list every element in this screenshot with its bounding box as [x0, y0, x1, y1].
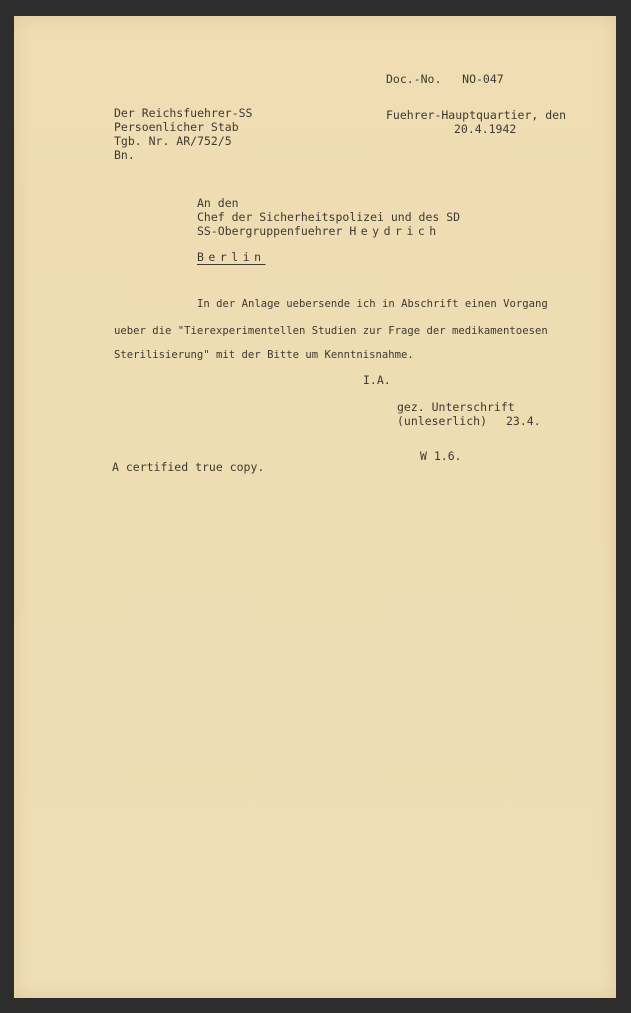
recipient-line-3 [197, 224, 441, 238]
place-line: Fuehrer-Hauptquartier, den [386, 108, 567, 122]
body-line-2: ueber die "Tierexperimentellen Studien zur Frage der medikamentoesen [114, 325, 548, 337]
body-line-1: In der Anlage uebersende ich in Abschrift einen Vorgang [197, 298, 548, 310]
recipient-line-2: Chef der Sicherheitspolizei und des SD [197, 210, 461, 224]
signature-ia: I.A. [363, 373, 391, 387]
sender-line-2: Persoenlicher Stab [114, 120, 239, 134]
body-line-3: Sterilisierung" mit der Bitte um Kenntnisnahme. [114, 349, 414, 361]
signature-line-1: gez. Unterschrift [397, 400, 515, 414]
sender-reference: Tgb. Nr. AR/752/5 [114, 134, 232, 148]
recipient-city: Berlin [197, 250, 266, 264]
signature-line-2: (unleserlich) [397, 414, 488, 428]
recipient-line-1: An den [197, 196, 239, 210]
letter-date: 20.4.1942 [454, 122, 517, 136]
certified-copy: A certified true copy. [112, 460, 265, 474]
sender-line-1: Der Reichsfuehrer-SS [114, 106, 253, 120]
recipient-rank: SS-Obergruppenfuehrer [197, 224, 350, 238]
file-note: W 1.6. [420, 449, 462, 463]
signature-date: 23.4. [506, 414, 541, 428]
document-page [14, 16, 616, 998]
sender-initials: Bn. [114, 148, 135, 162]
doc-number: Doc.-No. NO-047 [386, 72, 504, 86]
recipient-name: Heydrich [349, 224, 441, 238]
